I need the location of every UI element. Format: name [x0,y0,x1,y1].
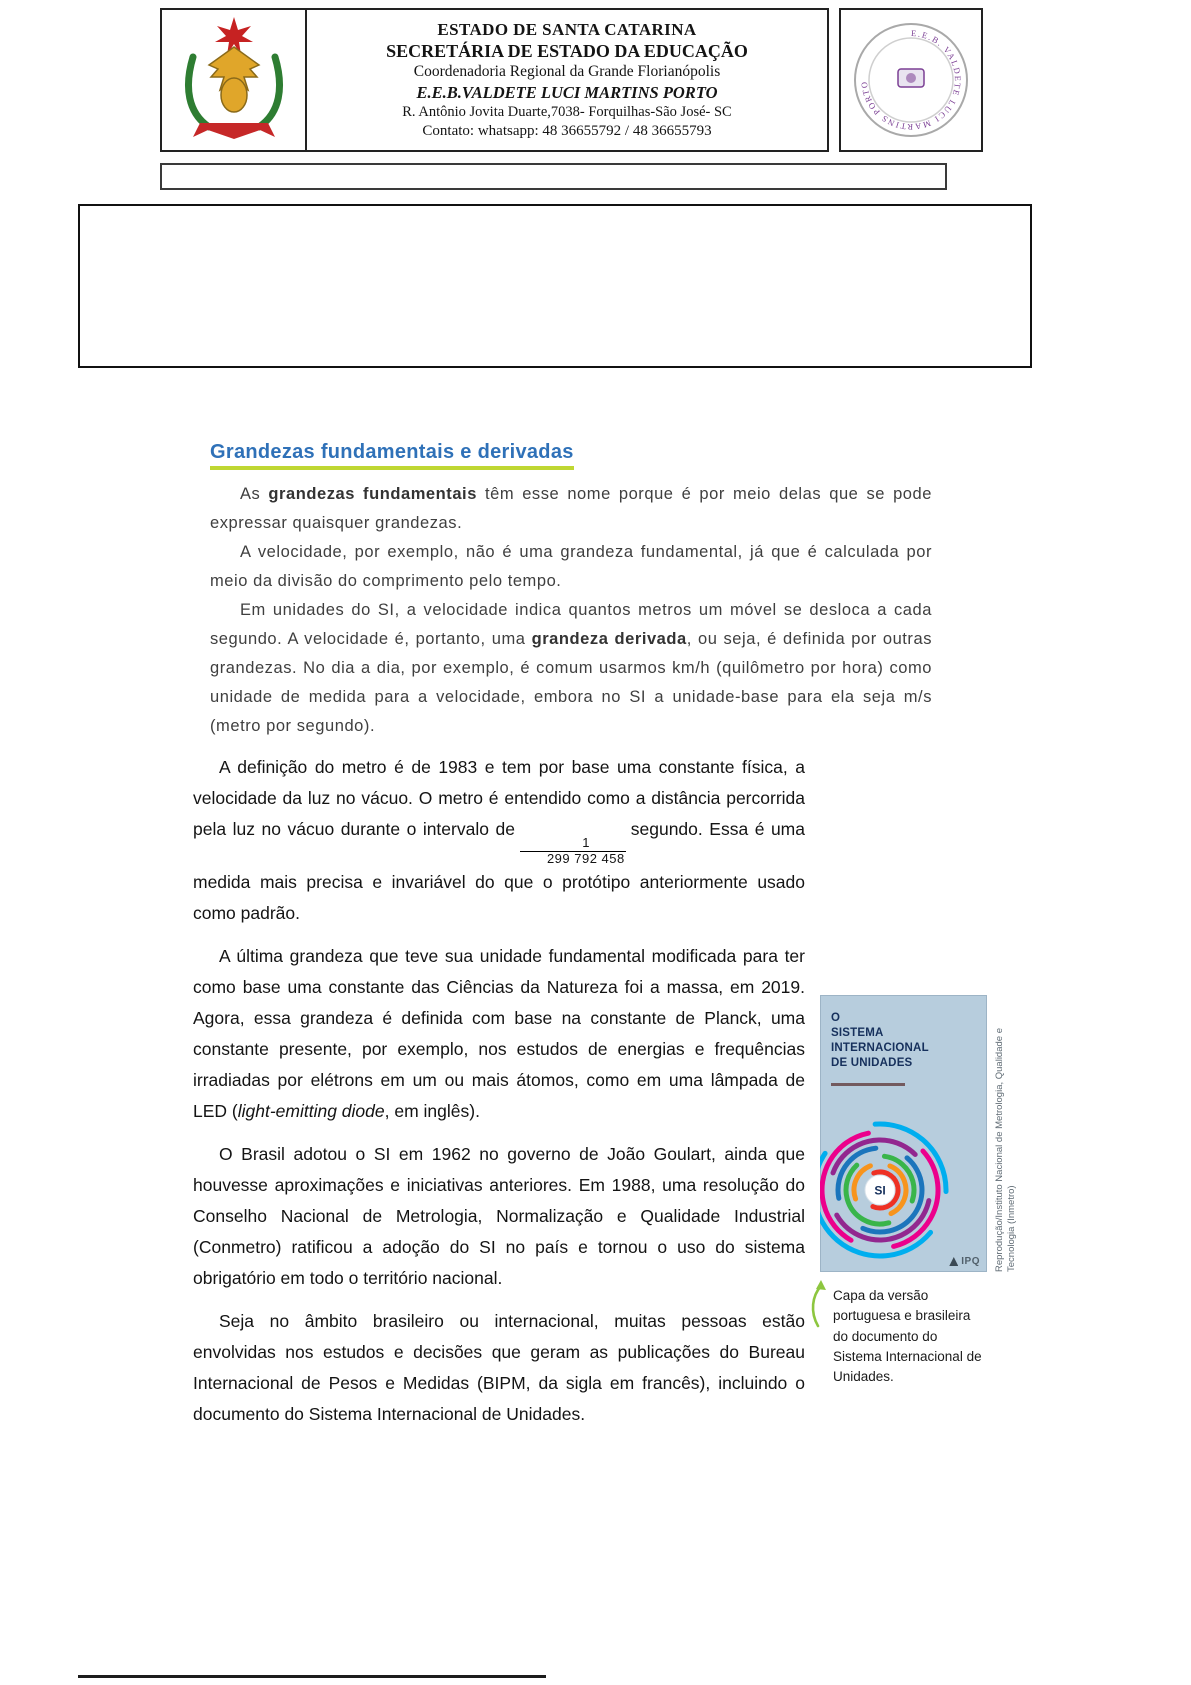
book-cover [820,995,987,1272]
caption-arrow-icon [808,1280,830,1328]
header-text-cell [307,10,827,150]
si-rings-graphic [820,1090,987,1272]
figure-credit: Reprodução/Instituto Nacional de Metrologia, Qualidade e Tecnologia (Inmetro) [994,1028,1017,1272]
text-run: Em unidades do SI, a velocidade indica quantos metros um móvel se desloca a cada segundo. A velocidade é, portanto, uma [210,601,932,648]
article-body-block [193,752,805,1442]
seal-circular-text: E.E.B. VALDETE LUCI MARTINS PORTO [858,27,964,133]
fraction [520,836,626,867]
paragraph-6: O Brasil adotou o SI em 1962 no governo de João Goulart, ainda que houvesse aproximações e iniciativas anteriores. Em 1988, uma resolução do Conselho Nacional de Metrologia, Normalização e Qualidade Industrial (Conmetro) ratificou a adoção do SI no país e tornou o uso do sistema obrigatório em todo o território nacional. [193,1143,805,1288]
fraction-numerator: 1 [520,836,626,852]
paragraph-4 [193,752,805,929]
book-subtitle-line [831,1083,905,1086]
article-intro-block [210,480,932,741]
text-run: A definição do metro é de 1983 e tem por base uma constante física, a velocidade da luz no vácuo. O metro é entendido como a distância percorrida pela luz no vácuo durante o intervalo de [193,757,805,839]
header-seal-cell [839,8,983,152]
book-title-line: DE UNIDADES [831,1056,913,1069]
header-secretary-line: SECRETÁRIA DE ESTADO DA EDUCAÇÃO [386,40,748,61]
header-contact-line: Contato: whatsapp: 48 36655792 / 48 36655793 [422,122,712,139]
page-bottom-rule [78,1675,546,1678]
book-title-line: O [831,1012,841,1024]
ipq-logo [949,1256,980,1267]
paragraph-7: Seja no âmbito brasileiro ou internacional, muitas pessoas estão envolvidas nos estudos e decisões que geram as publicações do Bureau Internacional de Pesos e Medidas (BIPM, da sigla em francês), incluindo o documento do Sistema Internacional de Unidades. [193,1310,805,1424]
header-state-line: ESTADO DE SANTA CATARINA [437,19,697,39]
state-coat-of-arms-icon [178,15,290,145]
header-logo-cell [162,10,307,150]
book-title-line: SISTEMA [831,1026,884,1039]
ipq-logo-mark-icon [949,1257,958,1266]
ipq-logo-text: IPQ [961,1256,980,1267]
text-run-bold: grandezas fundamentais [268,485,477,503]
text-run: , ou seja, é definida por outras grandezas. No dia a dia, por exemplo, é comum usarmos km/h (quilômetro por hora) como unidade de medida para a velocidade, embora no SI a unidade-base para ela seja m/s (metro por segundo). [210,630,932,735]
text-run: segundo. Essa é uma medida mais precisa e invariável do que o protótipo anteriormente usado como padrão. [193,819,805,923]
book-title-line: INTERNACIONAL [831,1041,929,1054]
text-run: As [240,485,269,503]
paragraph-5 [193,941,805,1127]
paragraph-2: A velocidade, por exemplo, não é uma grandeza fundamental, já que é calculada por meio da divisão do comprimento pelo tempo. [210,543,932,590]
school-header [160,8,983,152]
text-run: , em inglês). [384,1100,480,1121]
name-field-box[interactable] [160,163,947,190]
text-run-italic: light-emitting diode [237,1100,385,1121]
text-run: A última grandeza que teve sua unidade fundamental modificada para ter como base uma constante das Ciências da Natureza foi a massa, em 2019. Agora, essa grandeza é definida com base na constante de Planck, uma constante presente, por exemplo, nos estudos de energias e frequências irradiadas por elétrons em um ou mais átomos, como em uma lâmpada de LED ( [193,945,805,1121]
book-title [831,1011,929,1071]
book-cover-figure [820,995,987,1272]
paragraph-3 [210,596,932,741]
fraction-denominator: 299 792 458 [546,850,625,866]
header-table [160,8,829,152]
text-run-bold: grandeza derivada [531,630,687,648]
school-seal-icon [852,21,970,139]
figure-caption: Capa da versão portuguesa e brasileira do documento do Sistema Internacional de Unidades. [833,1288,982,1384]
header-address-line: R. Antônio Jovita Duarte,7038- Forquilhas-São José- SC [402,104,732,121]
paragraph-1 [210,480,932,538]
header-coordination-line: Coordenadoria Regional da Grande Florianópolis [413,63,721,81]
instructions-box[interactable] [78,204,1032,368]
header-school-name: E.E.B.VALDETE LUCI MARTINS PORTO [416,82,718,102]
text-run: têm esse nome porque é por meio delas que se pode expressar quaisquer grandezas. [210,485,932,532]
si-label: SI [874,1183,886,1198]
article-title: Grandezas fundamentais e derivadas [210,441,574,470]
